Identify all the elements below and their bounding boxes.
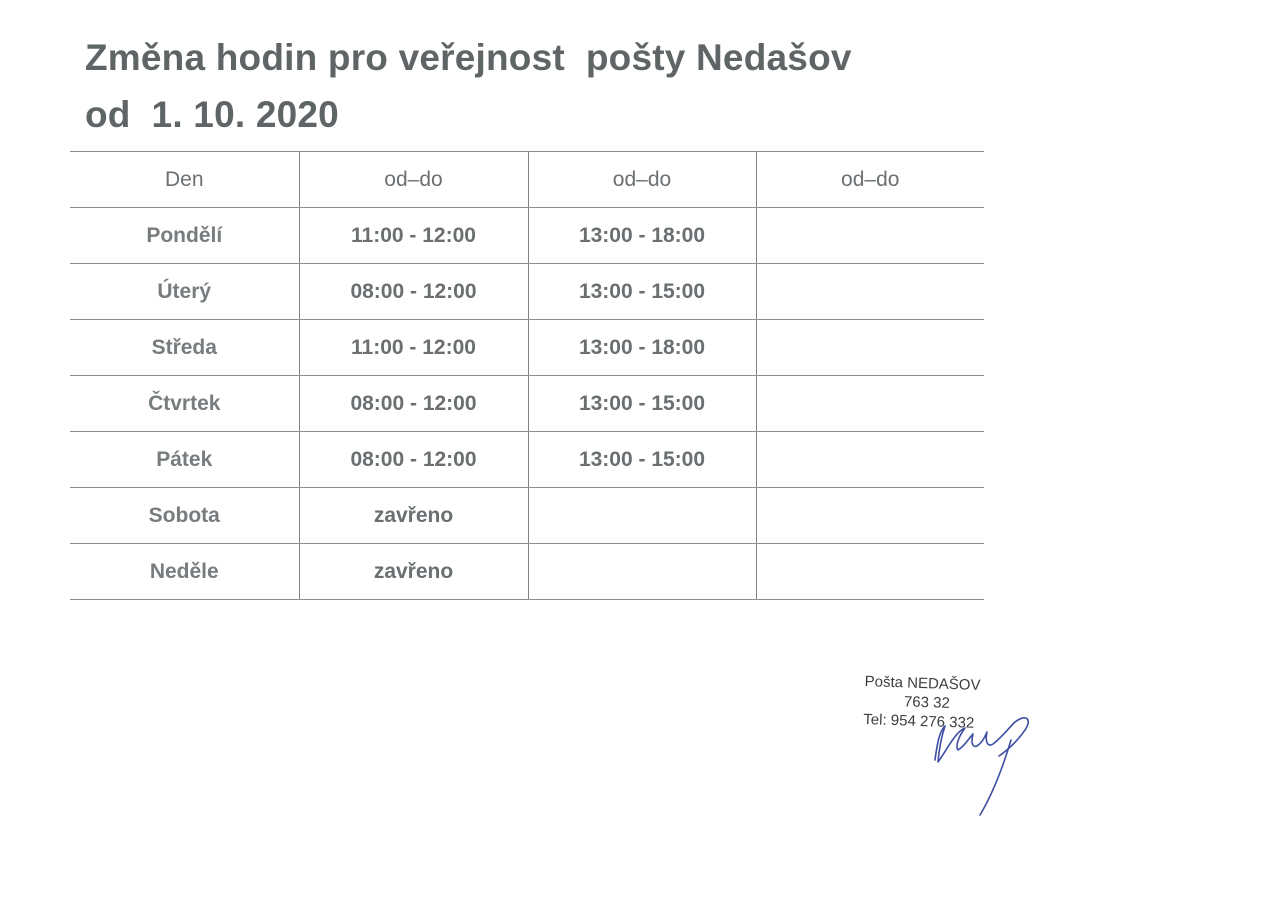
interval-cell: 13:00 - 18:00 xyxy=(528,208,756,264)
day-cell: Čtvrtek xyxy=(70,376,299,432)
day-cell: Sobota xyxy=(70,488,299,544)
day-cell: Neděle xyxy=(70,544,299,600)
interval-cell xyxy=(756,544,984,600)
interval-cell xyxy=(756,320,984,376)
interval-cell xyxy=(756,432,984,488)
header-interval-1: od–do xyxy=(299,152,528,208)
day-cell: Pátek xyxy=(70,432,299,488)
opening-hours-table xyxy=(70,151,984,600)
table-row xyxy=(70,208,984,264)
day-cell: Středa xyxy=(70,320,299,376)
stamp-phone: Tel: 954 276 332 xyxy=(863,710,975,732)
header-day: Den xyxy=(70,152,299,208)
interval-cell: zavřeno xyxy=(299,488,528,544)
interval-cell xyxy=(756,264,984,320)
table-row xyxy=(70,264,984,320)
header-interval-2: od–do xyxy=(528,152,756,208)
effective-date: od 1. 10. 2020 xyxy=(85,94,339,135)
signature-icon xyxy=(925,690,1045,820)
stamp-name: Pošta NEDAŠOV xyxy=(864,672,981,695)
interval-cell: 08:00 - 12:00 xyxy=(299,432,528,488)
table-row xyxy=(70,432,984,488)
interval-cell: 13:00 - 15:00 xyxy=(528,432,756,488)
interval-cell xyxy=(756,208,984,264)
interval-cell xyxy=(528,544,756,600)
day-cell: Úterý xyxy=(70,264,299,320)
table-row xyxy=(70,488,984,544)
stamp-postcode: 763 32 xyxy=(903,693,951,712)
interval-cell xyxy=(528,488,756,544)
interval-cell: 11:00 - 12:00 xyxy=(299,208,528,264)
interval-cell: 08:00 - 12:00 xyxy=(299,264,528,320)
interval-cell xyxy=(756,376,984,432)
interval-cell: zavřeno xyxy=(299,544,528,600)
interval-cell: 11:00 - 12:00 xyxy=(299,320,528,376)
table-row xyxy=(70,544,984,600)
interval-cell: 13:00 - 15:00 xyxy=(528,264,756,320)
interval-cell: 13:00 - 18:00 xyxy=(528,320,756,376)
table-row xyxy=(70,376,984,432)
table-row xyxy=(70,320,984,376)
day-cell: Pondělí xyxy=(70,208,299,264)
interval-cell xyxy=(756,488,984,544)
page-title: Změna hodin pro veřejnost pošty Nedašov xyxy=(85,37,852,78)
header-interval-3: od–do xyxy=(756,152,984,208)
interval-cell: 13:00 - 15:00 xyxy=(528,376,756,432)
interval-cell: 08:00 - 12:00 xyxy=(299,376,528,432)
table-header-row xyxy=(70,152,984,208)
